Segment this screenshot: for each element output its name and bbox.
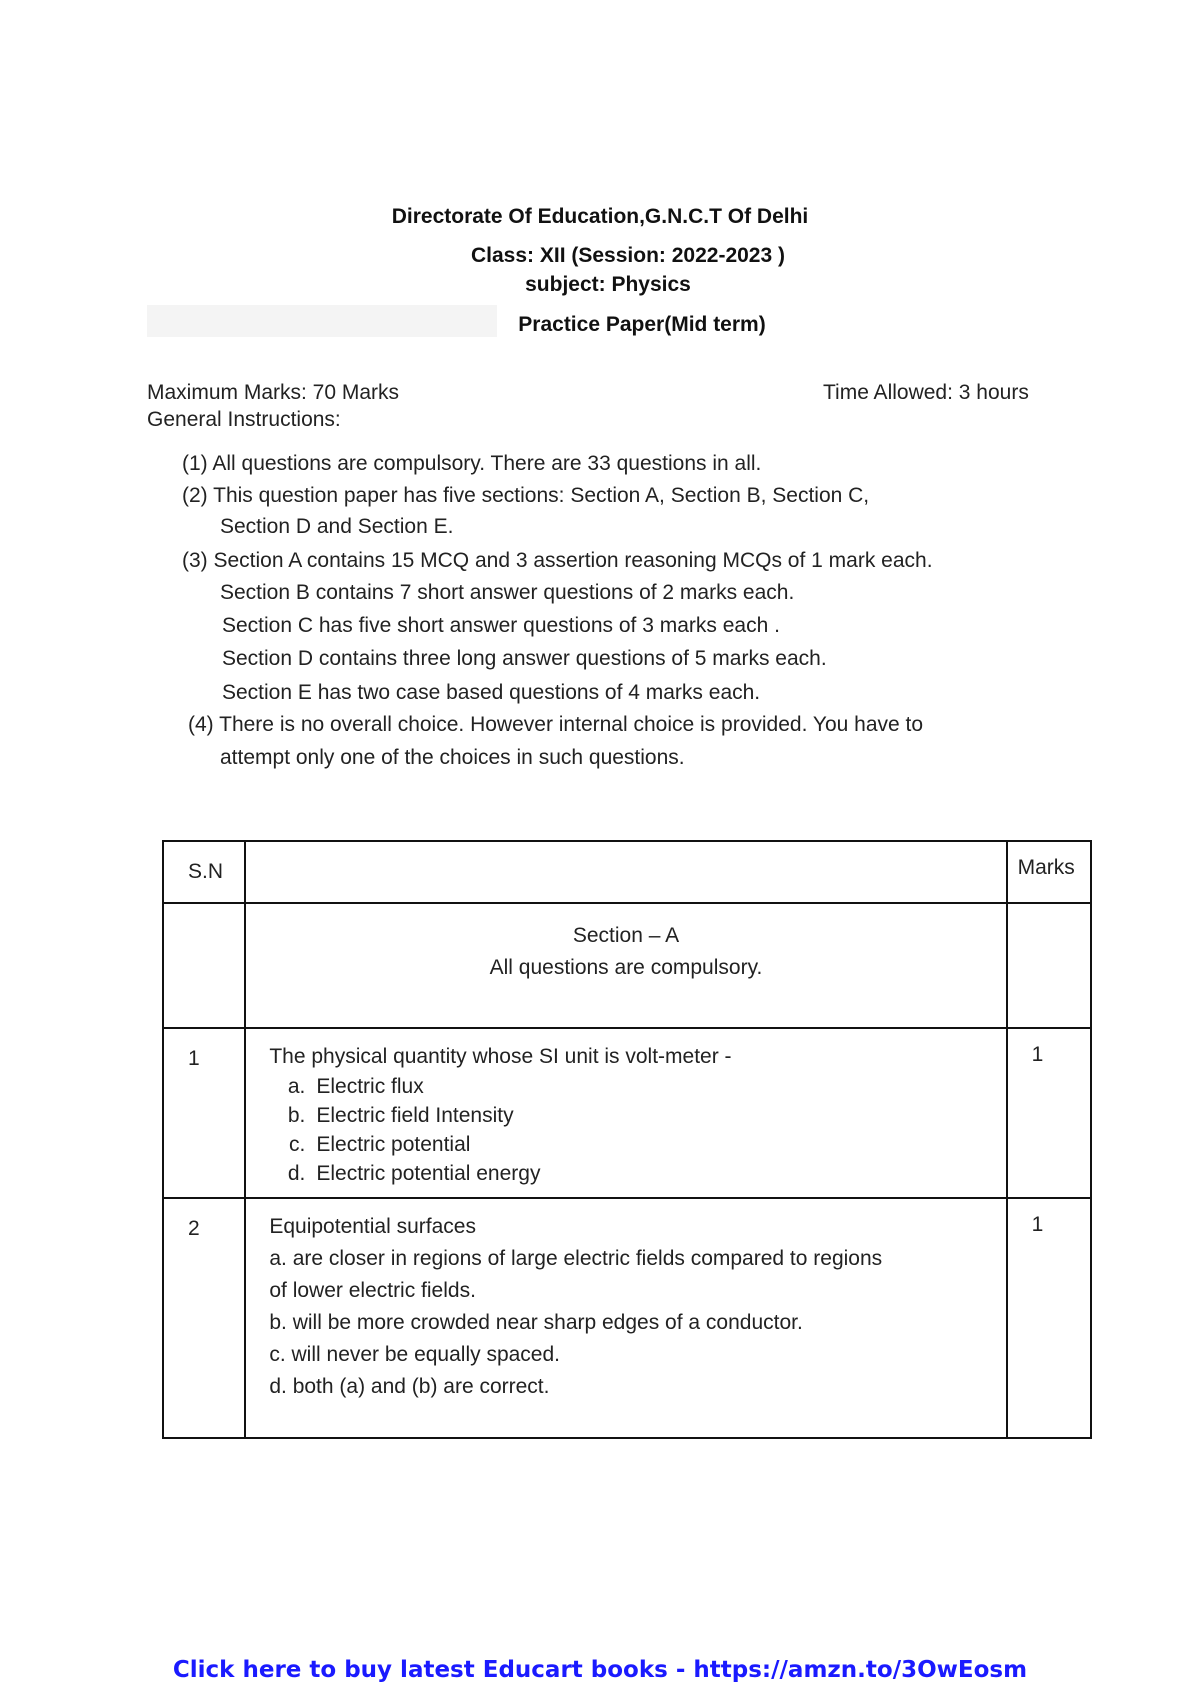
option-line: d. both (a) and (b) are correct. xyxy=(269,1375,550,1398)
class-line: Class: XII (Session: 2022-2023 ) xyxy=(471,244,785,267)
directorate-heading: Directorate Of Education,G.N.C.T Of Delhi xyxy=(391,205,809,228)
paper-title: Practice Paper(Mid term) xyxy=(518,313,766,336)
option-line: of lower electric fields. xyxy=(269,1279,476,1302)
question-text: Equipotential surfaces xyxy=(269,1215,476,1238)
empty-cell xyxy=(163,903,245,1028)
table-row xyxy=(163,1028,1091,1198)
sn-header: S.N xyxy=(163,841,245,903)
marks-header: Marks xyxy=(1007,841,1091,903)
section-title: Section – A xyxy=(572,924,680,947)
section-cell xyxy=(245,903,1006,1028)
question-text: The physical quantity whose SI unit is volt-meter - xyxy=(269,1045,732,1068)
instruction-line: (3) Section A contains 15 MCQ and 3 assertion reasoning MCQs of 1 mark each. xyxy=(182,549,933,572)
instruction-line: (2) This question paper has five sections: Section A, Section B, Section C, xyxy=(182,484,870,507)
empty-cell xyxy=(1007,903,1091,1028)
table-header-row xyxy=(163,841,1091,903)
section-row xyxy=(163,903,1091,1028)
option-line: c. will never be equally spaced. xyxy=(269,1343,561,1366)
instruction-line: Section B contains 7 short answer questions of 2 marks each. xyxy=(220,581,795,604)
question-table xyxy=(162,840,1092,1439)
option-line: b. will be more crowded near sharp edges of a conductor. xyxy=(269,1311,803,1334)
section-note: All questions are compulsory. xyxy=(489,956,763,979)
instruction-line: Section D contains three long answer questions of 5 marks each. xyxy=(222,647,827,670)
option-b: b. Electric field Intensity xyxy=(287,1104,514,1127)
question-cell xyxy=(245,1028,1006,1198)
option-c: c. Electric potential xyxy=(289,1133,471,1156)
table-row xyxy=(163,1198,1091,1438)
question-number: 1 xyxy=(163,1028,245,1198)
instruction-line: (4) There is no overall choice. However internal choice is provided. You have to xyxy=(188,713,924,736)
instruction-line: (1) All questions are compulsory. There are 33 questions in all. xyxy=(182,452,762,475)
question-header xyxy=(245,841,1006,903)
time-allowed: Time Allowed: 3 hours xyxy=(823,381,1029,404)
instruction-line: Section D and Section E. xyxy=(220,515,454,538)
instruction-line: attempt only one of the choices in such questions. xyxy=(220,746,685,769)
option-line: a. are closer in regions of large electric fields compared to regions xyxy=(269,1247,883,1270)
instruction-line: Section E has two case based questions of 4 marks each. xyxy=(222,681,761,704)
question-marks: 1 xyxy=(1007,1198,1091,1438)
question-number: 2 xyxy=(163,1198,245,1438)
instruction-line: Section C has five short answer questions of 3 marks each . xyxy=(222,614,780,637)
buy-books-link[interactable]: Click here to buy latest Educart books - https://amzn.to/3OwEosm xyxy=(172,1657,1028,1683)
subject-line: subject: Physics xyxy=(525,273,691,296)
option-d: d. Electric potential energy xyxy=(287,1162,541,1185)
max-marks: Maximum Marks: 70 Marks xyxy=(147,381,400,404)
instructions-heading: General Instructions: xyxy=(147,408,341,431)
question-marks: 1 xyxy=(1007,1028,1091,1198)
option-a: a. Electric flux xyxy=(287,1075,424,1098)
question-cell xyxy=(245,1198,1006,1438)
